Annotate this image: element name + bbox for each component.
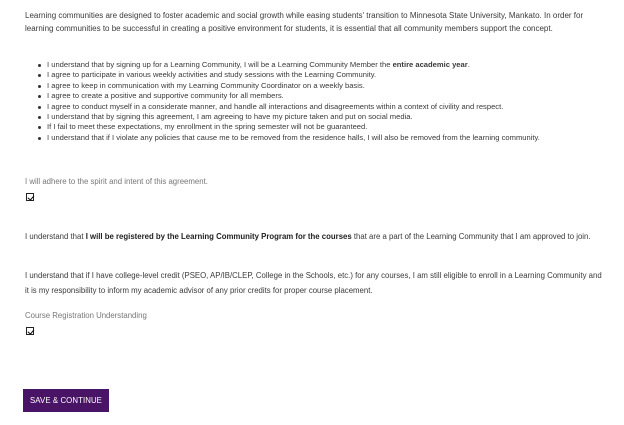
intro-paragraph: Learning communities are designed to foster academic and social growth while easing students' transition to Minnesota State University, Mankato. In order for learning communities to be successful in creating a positive environment for students, it is essential that all community members support the concept. [25,11,584,33]
list-item: I understand that if I violate any policies that cause me to be removed from the residence halls, I will also be removed from the learning community. [47,133,609,143]
list-item: I agree to conduct myself in a considerate manner, and handle all interactions and disagreements within a context of civility and respect. [47,102,609,112]
checkmark-icon [27,193,33,200]
save-continue-button[interactable]: SAVE & CONTINUE [23,389,109,412]
agreement-label: I will adhere to the spirit and intent of this agreement. [25,177,208,186]
agreement-checkbox[interactable] [26,193,34,201]
list-item: I understand that by signing this agreement, I am agreeing to have my picture taken and put on social media. [47,112,609,122]
term-bold-text: entire academic year [392,60,468,69]
term-text: I understand that by signing up for a Learning Community, I will be a Learning Community Member the [47,60,393,69]
list-item [47,60,609,70]
terms-list [47,60,609,143]
registration-text: I understand that [25,232,86,241]
list-item: I agree to create a positive and supportive community for all members. [47,91,609,101]
list-item: I agree to keep in communication with my Learning Community Coordinator on a weekly basis. [47,81,609,91]
credit-paragraph: I understand that if I have college-level credit (PSEO, AP/IB/CLEP, College in the Schools, etc.) for any courses, I am still eligible to enroll in a Learning Community and it is my responsibility to inform my academic advisor of any prior credits for proper course placement. [25,271,602,295]
term-text-end: . [467,60,470,69]
registration-text-end: that are a part of the Learning Community that I am approved to join. [351,232,591,241]
registration-bold-text: I will be registered by the Learning Community Program for the courses [85,232,352,241]
list-item: If I fail to meet these expectations, my enrollment in the spring semester will not be guaranteed. [47,122,609,132]
registration-paragraph [25,229,605,244]
registration-label: Course Registration Understanding [25,311,147,320]
registration-checkbox[interactable] [26,327,34,335]
checkmark-icon [27,327,33,334]
list-item: I agree to participate in various weekly activities and study sessions with the Learning Community. [47,70,609,80]
